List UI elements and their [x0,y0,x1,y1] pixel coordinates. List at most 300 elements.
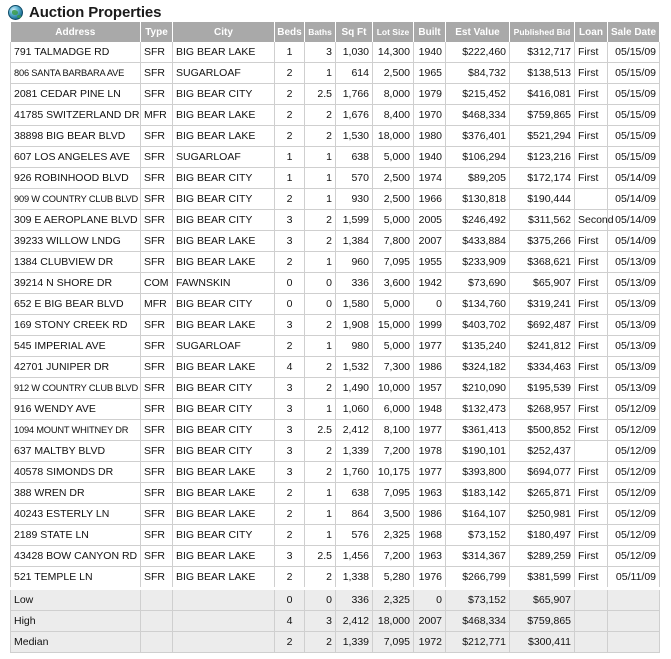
cell-published-bid: $123,216 [510,147,575,168]
cell-baths: 1 [305,63,336,84]
cell-beds: 2 [275,84,305,105]
table-row [11,105,660,126]
cell-address: 40243 ESTERLY LN [11,504,141,525]
cell-sq-ft: 1,580 [336,294,373,315]
cell-beds: 0 [275,589,305,611]
cell-address: High [11,611,141,632]
cell-address: 909 W COUNTRY CLUB BLVD [11,189,141,210]
cell-beds: 2 [275,63,305,84]
cell-type: SFR [141,399,173,420]
cell-published-bid: $265,871 [510,483,575,504]
cell-lot-size: 7,095 [373,483,414,504]
cell-baths: 2.5 [305,420,336,441]
cell-type: SFR [141,525,173,546]
cell-sale-date: 05/15/09 [608,147,660,168]
cell-lot-size: 18,000 [373,126,414,147]
cell-sale-date: 05/15/09 [608,42,660,63]
cell-city: BIG BEAR LAKE [173,357,275,378]
cell-published-bid: $319,241 [510,294,575,315]
cell-beds: 1 [275,147,305,168]
cell-lot-size: 18,000 [373,611,414,632]
cell-sq-ft: 864 [336,504,373,525]
cell-est-value: $132,473 [446,399,510,420]
cell-built: 1940 [414,147,446,168]
table-row [11,84,660,105]
cell-published-bid: $268,957 [510,399,575,420]
cell-loan: First [575,126,608,147]
cell-sale-date: 05/15/09 [608,63,660,84]
cell-sale-date [608,632,660,653]
cell-published-bid: $312,717 [510,42,575,63]
table-row [11,336,660,357]
cell-sq-ft: 576 [336,525,373,546]
cell-est-value: $361,413 [446,420,510,441]
cell-city [173,589,275,611]
cell-beds: 0 [275,294,305,315]
cell-built: 1942 [414,273,446,294]
cell-city: BIG BEAR LAKE [173,42,275,63]
cell-city: BIG BEAR LAKE [173,504,275,525]
cell-published-bid: $172,174 [510,168,575,189]
cell-built: 1978 [414,441,446,462]
cell-type [141,611,173,632]
cell-lot-size: 7,800 [373,231,414,252]
cell-type: SFR [141,441,173,462]
cell-beds: 3 [275,210,305,231]
cell-lot-size: 2,500 [373,189,414,210]
cell-city: BIG BEAR CITY [173,441,275,462]
cell-built: 1977 [414,336,446,357]
cell-type: COM [141,273,173,294]
cell-built: 1974 [414,168,446,189]
cell-loan: First [575,231,608,252]
cell-sq-ft: 930 [336,189,373,210]
cell-city: BIG BEAR LAKE [173,231,275,252]
cell-lot-size: 2,325 [373,589,414,611]
cell-built: 1940 [414,42,446,63]
cell-beds: 3 [275,231,305,252]
cell-est-value: $134,760 [446,294,510,315]
cell-baths: 2 [305,441,336,462]
cell-baths: 2 [305,632,336,653]
cell-sq-ft: 638 [336,147,373,168]
cell-baths: 2 [305,462,336,483]
cell-est-value: $84,732 [446,63,510,84]
col-header-sale-date[interactable]: Sale Date [608,22,660,42]
cell-sale-date: 05/15/09 [608,105,660,126]
col-header-loan[interactable]: Loan [575,22,608,42]
col-header-sq-ft[interactable]: Sq Ft [336,22,373,42]
cell-lot-size: 8,000 [373,84,414,105]
cell-sale-date: 05/15/09 [608,84,660,105]
cell-built: 1986 [414,357,446,378]
cell-type: SFR [141,168,173,189]
table-row [11,252,660,273]
cell-est-value: $468,334 [446,611,510,632]
cell-built: 2005 [414,210,446,231]
cell-est-value: $314,367 [446,546,510,567]
cell-sale-date: 05/13/09 [608,252,660,273]
cell-sale-date: 05/12/09 [608,399,660,420]
cell-built: 1972 [414,632,446,653]
table-row [11,147,660,168]
cell-lot-size: 10,175 [373,462,414,483]
cell-sq-ft: 1,760 [336,462,373,483]
cell-loan: First [575,294,608,315]
cell-address: 40578 SIMONDS DR [11,462,141,483]
cell-address: Median [11,632,141,653]
cell-address: Low [11,589,141,611]
cell-sale-date: 05/14/09 [608,189,660,210]
cell-lot-size: 5,000 [373,336,414,357]
cell-est-value: $183,142 [446,483,510,504]
table-row [11,63,660,84]
cell-est-value: $215,452 [446,84,510,105]
cell-built: 1965 [414,63,446,84]
cell-address: 912 W COUNTRY CLUB BLVD [11,378,141,399]
cell-est-value: $324,182 [446,357,510,378]
table-row [11,525,660,546]
cell-est-value: $210,090 [446,378,510,399]
cell-baths: 3 [305,42,336,63]
page-title: Auction Properties [29,3,162,21]
table-row [11,315,660,336]
cell-loan: First [575,147,608,168]
cell-beds: 1 [275,168,305,189]
cell-baths: 2 [305,378,336,399]
cell-beds: 3 [275,441,305,462]
cell-published-bid: $521,294 [510,126,575,147]
cell-loan: First [575,525,608,546]
cell-city: BIG BEAR LAKE [173,483,275,504]
cell-lot-size: 7,095 [373,632,414,653]
cell-est-value: $89,205 [446,168,510,189]
cell-address: 652 E BIG BEAR BLVD [11,294,141,315]
cell-city: BIG BEAR LAKE [173,567,275,589]
cell-built: 2007 [414,611,446,632]
cell-published-bid: $334,463 [510,357,575,378]
cell-published-bid: $250,981 [510,504,575,525]
cell-sq-ft: 1,338 [336,567,373,589]
cell-sale-date: 05/12/09 [608,462,660,483]
cell-beds: 4 [275,357,305,378]
cell-loan: First [575,357,608,378]
cell-beds: 2 [275,504,305,525]
cell-beds: 3 [275,546,305,567]
cell-type: SFR [141,189,173,210]
cell-lot-size: 2,500 [373,168,414,189]
cell-baths: 1 [305,336,336,357]
cell-published-bid: $195,539 [510,378,575,399]
cell-published-bid: $692,487 [510,315,575,336]
cell-loan: First [575,504,608,525]
cell-sq-ft: 1,384 [336,231,373,252]
cell-address: 545 IMPERIAL AVE [11,336,141,357]
cell-loan: First [575,252,608,273]
col-header-beds[interactable]: Beds [275,22,305,42]
cell-type: MFR [141,105,173,126]
cell-sq-ft: 1,030 [336,42,373,63]
cell-address: 388 WREN DR [11,483,141,504]
cell-published-bid: $311,562 [510,210,575,231]
cell-sale-date: 05/13/09 [608,357,660,378]
cell-address: 1094 MOUNT WHITNEY DR [11,420,141,441]
cell-city: SUGARLOAF [173,63,275,84]
cell-type: SFR [141,231,173,252]
cell-address: 43428 BOW CANYON RD [11,546,141,567]
cell-city: BIG BEAR CITY [173,84,275,105]
cell-est-value: $73,152 [446,525,510,546]
cell-beds: 2 [275,525,305,546]
cell-baths: 2 [305,567,336,589]
cell-type: SFR [141,210,173,231]
cell-type: SFR [141,504,173,525]
cell-est-value: $266,799 [446,567,510,589]
cell-loan [575,589,608,611]
cell-beds: 2 [275,632,305,653]
cell-built: 1966 [414,189,446,210]
cell-type: SFR [141,357,173,378]
cell-baths: 1 [305,189,336,210]
cell-baths: 2 [305,210,336,231]
cell-sale-date [608,611,660,632]
cell-loan [575,632,608,653]
cell-city: SUGARLOAF [173,336,275,357]
cell-sq-ft: 980 [336,336,373,357]
cell-address: 2081 CEDAR PINE LN [11,84,141,105]
cell-published-bid: $180,497 [510,525,575,546]
cell-built: 1986 [414,504,446,525]
cell-est-value: $376,401 [446,126,510,147]
col-header-built[interactable]: Built [414,22,446,42]
cell-loan: First [575,420,608,441]
cell-address: 309 E AEROPLANE BLVD [11,210,141,231]
cell-loan: First [575,378,608,399]
cell-baths: 0 [305,589,336,611]
cell-built: 1963 [414,546,446,567]
cell-est-value: $106,294 [446,147,510,168]
cell-address: 42701 JUNIPER DR [11,357,141,378]
cell-city: BIG BEAR CITY [173,525,275,546]
cell-sq-ft: 638 [336,483,373,504]
cell-city: BIG BEAR LAKE [173,315,275,336]
cell-loan: First [575,462,608,483]
cell-sq-ft: 336 [336,589,373,611]
cell-address: 169 STONY CREEK RD [11,315,141,336]
cell-est-value: $403,702 [446,315,510,336]
cell-loan [575,441,608,462]
cell-baths: 2 [305,105,336,126]
cell-beds: 3 [275,462,305,483]
cell-sq-ft: 1,339 [336,441,373,462]
cell-est-value: $212,771 [446,632,510,653]
cell-baths: 2.5 [305,546,336,567]
table-row [11,483,660,504]
table-row [11,399,660,420]
cell-built: 1957 [414,378,446,399]
cell-baths: 2 [305,315,336,336]
cell-city: BIG BEAR CITY [173,210,275,231]
cell-type: SFR [141,483,173,504]
cell-baths: 1 [305,399,336,420]
cell-est-value: $135,240 [446,336,510,357]
cell-city: BIG BEAR LAKE [173,546,275,567]
cell-sq-ft: 960 [336,252,373,273]
table-row [11,420,660,441]
cell-loan: First [575,336,608,357]
cell-sale-date: 05/14/09 [608,231,660,252]
cell-lot-size: 7,200 [373,441,414,462]
cell-built: 1977 [414,462,446,483]
table-row [11,294,660,315]
col-header-published-bid[interactable]: Published Bid [510,22,575,42]
cell-type: SFR [141,315,173,336]
cell-beds: 3 [275,315,305,336]
cell-built: 0 [414,589,446,611]
cell-sq-ft: 1,599 [336,210,373,231]
cell-baths: 0 [305,273,336,294]
cell-loan: First [575,315,608,336]
cell-sq-ft: 2,412 [336,420,373,441]
cell-est-value: $130,818 [446,189,510,210]
cell-est-value: $73,152 [446,589,510,611]
globe-icon [8,5,23,20]
cell-est-value: $73,690 [446,273,510,294]
cell-beds: 1 [275,42,305,63]
cell-baths: 2 [305,231,336,252]
cell-beds: 2 [275,126,305,147]
cell-sale-date: 05/15/09 [608,126,660,147]
cell-address: 791 TALMADGE RD [11,42,141,63]
cell-sale-date: 05/12/09 [608,546,660,567]
cell-beds: 2 [275,483,305,504]
cell-sale-date: 05/13/09 [608,294,660,315]
table-row [11,378,660,399]
table-row [11,567,660,589]
col-header-lot-size[interactable]: Lot Size [373,22,414,42]
cell-lot-size: 5,000 [373,294,414,315]
cell-address: 806 SANTA BARBARA AVE [11,63,141,84]
col-header-baths[interactable]: Baths [305,22,336,42]
cell-address: 1384 CLUBVIEW DR [11,252,141,273]
cell-sale-date: 05/14/09 [608,210,660,231]
table-row [11,189,660,210]
cell-address: 38898 BIG BEAR BLVD [11,126,141,147]
cell-published-bid: $138,513 [510,63,575,84]
cell-address: 916 WENDY AVE [11,399,141,420]
table-row [11,462,660,483]
cell-est-value: $222,460 [446,42,510,63]
cell-published-bid: $381,599 [510,567,575,589]
cell-city: BIG BEAR CITY [173,168,275,189]
cell-sq-ft: 1,530 [336,126,373,147]
cell-built: 1970 [414,105,446,126]
cell-loan: First [575,546,608,567]
cell-baths: 1 [305,252,336,273]
cell-sale-date: 05/13/09 [608,273,660,294]
cell-sq-ft: 1,532 [336,357,373,378]
cell-address: 607 LOS ANGELES AVE [11,147,141,168]
col-header-type[interactable]: Type [141,22,173,42]
cell-sale-date: 05/13/09 [608,378,660,399]
cell-sale-date [608,589,660,611]
cell-published-bid: $694,077 [510,462,575,483]
cell-published-bid: $65,907 [510,589,575,611]
cell-sale-date: 05/13/09 [608,336,660,357]
cell-loan: First [575,483,608,504]
cell-beds: 2 [275,252,305,273]
cell-published-bid: $375,266 [510,231,575,252]
col-header-address[interactable]: Address [11,22,141,42]
cell-lot-size: 8,400 [373,105,414,126]
table-row [11,504,660,525]
cell-address: 39214 N SHORE DR [11,273,141,294]
cell-lot-size: 5,000 [373,210,414,231]
cell-city: FAWNSKIN [173,273,275,294]
page-header [8,3,161,21]
cell-sq-ft: 570 [336,168,373,189]
cell-loan: First [575,168,608,189]
cell-lot-size: 14,300 [373,42,414,63]
cell-lot-size: 6,000 [373,399,414,420]
cell-built: 1977 [414,420,446,441]
cell-sale-date: 05/12/09 [608,525,660,546]
cell-baths: 0 [305,294,336,315]
cell-loan: First [575,399,608,420]
cell-published-bid: $368,621 [510,252,575,273]
cell-published-bid: $65,907 [510,273,575,294]
cell-address: 2189 STATE LN [11,525,141,546]
cell-type [141,589,173,611]
cell-built: 1999 [414,315,446,336]
table-header-row [11,22,660,42]
cell-sq-ft: 1,060 [336,399,373,420]
cell-loan: First [575,273,608,294]
cell-type: SFR [141,378,173,399]
cell-sq-ft: 614 [336,63,373,84]
auction-properties-table [10,22,660,653]
cell-sale-date: 05/11/09 [608,567,660,589]
cell-beds: 4 [275,611,305,632]
cell-sq-ft: 1,339 [336,632,373,653]
cell-lot-size: 3,600 [373,273,414,294]
cell-loan: First [575,63,608,84]
cell-sq-ft: 1,456 [336,546,373,567]
cell-city: BIG BEAR LAKE [173,462,275,483]
cell-baths: 2 [305,126,336,147]
cell-published-bid: $416,081 [510,84,575,105]
cell-lot-size: 10,000 [373,378,414,399]
cell-type: SFR [141,567,173,589]
cell-published-bid: $289,259 [510,546,575,567]
cell-sq-ft: 336 [336,273,373,294]
cell-city: BIG BEAR CITY [173,420,275,441]
cell-type: SFR [141,63,173,84]
table-row [11,42,660,63]
cell-published-bid: $300,411 [510,632,575,653]
cell-lot-size: 2,325 [373,525,414,546]
cell-built: 1963 [414,483,446,504]
cell-address: 637 MALTBY BLVD [11,441,141,462]
cell-city [173,611,275,632]
cell-type: SFR [141,420,173,441]
cell-est-value: $393,800 [446,462,510,483]
col-header-est-value[interactable]: Est Value [446,22,510,42]
cell-published-bid: $252,437 [510,441,575,462]
col-header-city[interactable]: City [173,22,275,42]
cell-beds: 3 [275,420,305,441]
cell-type: SFR [141,42,173,63]
